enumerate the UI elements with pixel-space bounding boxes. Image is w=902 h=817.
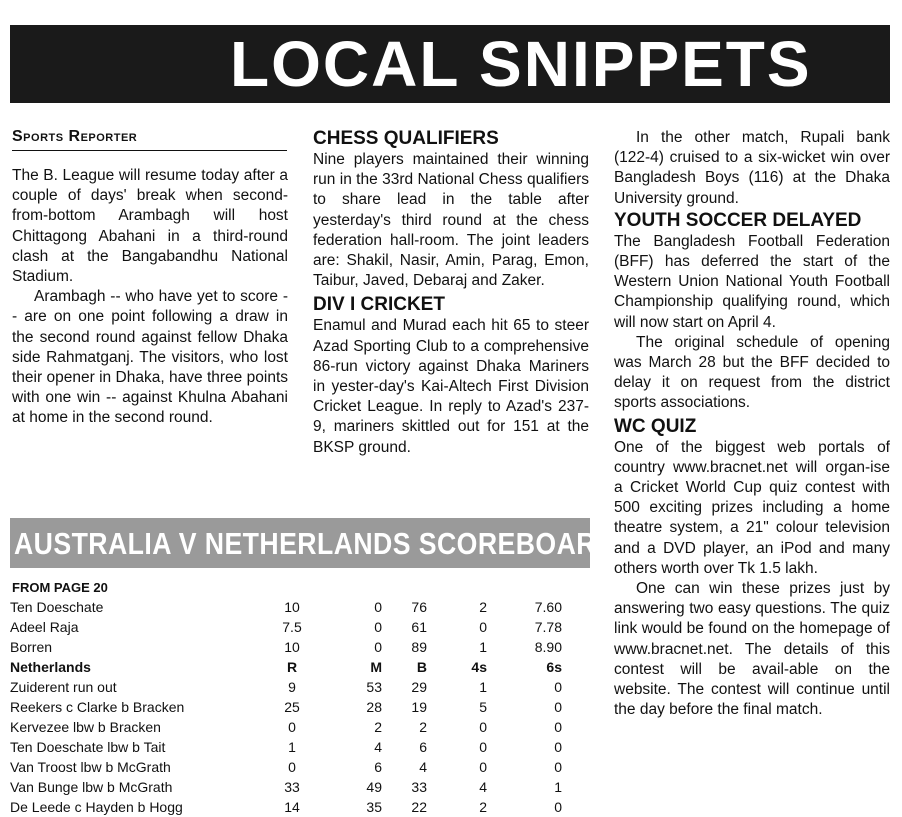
cell-col-2: 0 [374, 599, 382, 615]
cell-col-1: R [286, 659, 298, 675]
cell-col-5: 6s [546, 659, 562, 675]
cell-player: Zuiderent run out [10, 679, 117, 695]
wc-quiz-headline: WC QUIZ [614, 415, 697, 437]
table-row [10, 797, 562, 817]
league-paragraph-1: The B. League will resume today after a couple of days' break when second-from-bottom Arambagh will host Chittagong Abahani in a third-round clash at the Bangabandhu National Stadium. [12, 167, 288, 286]
section-title: LOCAL SNIPPETS [230, 28, 812, 100]
cell-col-4: 2 [479, 799, 487, 815]
cell-player: Ten Doeschate lbw b Tait [10, 739, 166, 755]
scoreboard-table [10, 597, 562, 817]
cell-col-1: 14 [284, 799, 300, 815]
cell-col-2: 49 [366, 779, 382, 795]
cell-player: Reekers c Clarke b Bracken [10, 699, 185, 715]
cell-col-5: 0 [554, 799, 562, 815]
byline: Sports Reporter [12, 128, 287, 151]
cell-col-3: 19 [411, 699, 427, 715]
cell-player: Ten Doeschate [10, 599, 104, 615]
chess-headline: CHESS QUALIFIERS [313, 128, 499, 149]
cell-col-2: 0 [374, 639, 382, 655]
cell-player: Adeel Raja [10, 619, 79, 635]
cell-col-2: 53 [366, 679, 382, 695]
table-row [10, 617, 562, 637]
cell-col-4: 5 [479, 699, 487, 715]
table-row [10, 597, 562, 617]
cell-col-1: 1 [288, 739, 296, 755]
table-row [10, 777, 562, 797]
cell-col-1: 0 [288, 759, 296, 775]
table-row [10, 677, 562, 697]
cell-col-5: 0 [554, 719, 562, 735]
cell-col-2: 0 [374, 619, 382, 635]
cell-col-4: 2 [479, 599, 487, 615]
cell-col-2: 28 [366, 699, 382, 715]
cell-col-4: 0 [479, 739, 487, 755]
cell-col-5: 0 [554, 679, 562, 695]
table-row [10, 757, 562, 777]
cell-col-2: 2 [374, 719, 382, 735]
cell-col-3: 2 [419, 719, 427, 735]
wc-quiz-paragraph-2: One can win these prizes just by answering two easy questions. The quiz link would be found on the homepage of www.bracnet.net. The details of this contest will be avail-able on the website. The contest will continue until the day before the final match. [614, 580, 890, 719]
cell-col-3: 4 [419, 759, 427, 775]
column-3 [614, 128, 890, 720]
cell-col-2: 35 [366, 799, 382, 815]
table-row [10, 637, 562, 657]
league-paragraph-2: Arambagh -- who have yet to score -- are on one point following a draw in the second round against fellow Dhaka side Rahmatganj. The visitors, who lost their opener in Dhaka, have three points with one win -- against Khulna Abahani at home in the second round. [12, 288, 288, 427]
cell-col-5: 8.90 [534, 639, 562, 655]
cell-col-4: 0 [479, 759, 487, 775]
cell-col-5: 0 [554, 699, 562, 715]
cell-player: Van Bunge lbw b McGrath [10, 779, 173, 795]
cell-col-2: M [370, 659, 382, 675]
cell-col-1: 10 [284, 599, 300, 615]
cell-col-4: 1 [479, 639, 487, 655]
div-cricket-body: Enamul and Murad each hit 65 to steer Azad Sporting Club to a comprehensive 86-run victory against Dhaka Mariners in yester-day's Kai-Altech First Division Cricket League. In reply to Azad's 237-9, mariners skittled out for 151 at the BKSP ground. [313, 317, 589, 456]
chess-body: Nine players maintained their winning run in the 33rd National Chess qualifiers to share lead in the table after yesterday's third round at the chess federation hall-room. The joint leaders are: Shakil, Nasir, Amin, Parag, Emon, Taibur, Javed, Debaraj and Zaker. [313, 151, 589, 290]
cell-player: Netherlands [10, 659, 91, 675]
cell-col-5: 7.78 [534, 619, 562, 635]
cell-player: Borren [10, 639, 53, 655]
cell-player: Kervezee lbw b Bracken [10, 719, 161, 735]
cell-col-2: 6 [374, 759, 382, 775]
cell-player: Van Troost lbw b McGrath [10, 759, 171, 775]
column-1 [12, 166, 288, 429]
cell-col-4: 4 [479, 779, 487, 795]
cell-col-1: 9 [288, 679, 296, 695]
cell-col-4: 0 [479, 619, 487, 635]
div-cricket-headline: DIV I CRICKET [313, 294, 445, 316]
table-row [10, 697, 562, 717]
cell-col-3: 6 [419, 739, 427, 755]
cell-player: De Leede c Hayden b Hogg [10, 799, 183, 815]
wc-quiz-paragraph-1: One of the biggest web portals of country www.bracnet.net will organ-ise a Cricket World Cup quiz contest with 500 exciting prizes including a home theatre system, a 21" colour television and a DVD player, an iPod and many others worth over Tk 1.5 lakh. [614, 438, 890, 577]
table-row [10, 717, 562, 737]
rupali-paragraph: In the other match, Rupali bank (122-4) cruised to a six-wicket win over Bangladesh Boys (116) at the Dhaka University ground. [614, 129, 890, 207]
cell-col-4: 0 [479, 719, 487, 735]
cell-col-2: 4 [374, 739, 382, 755]
cell-col-3: 61 [411, 619, 427, 635]
cell-col-3: 22 [411, 799, 427, 815]
table-row [10, 737, 562, 757]
cell-col-5: 7.60 [534, 599, 562, 615]
cell-col-3: B [416, 659, 427, 675]
from-page-label: FROM PAGE 20 [12, 580, 108, 595]
cell-col-5: 0 [554, 759, 562, 775]
youth-soccer-paragraph-2: The original schedule of opening was March 28 but the BFF decided to delay it on request from the district sports associations. [614, 333, 890, 412]
scoreboard-title: AUSTRALIA V NETHERLANDS SCOREBOARD [14, 526, 616, 561]
section-banner [10, 25, 890, 103]
cell-col-1: 7.5 [282, 619, 302, 635]
cell-col-3: 89 [411, 639, 427, 655]
cell-col-1: 33 [284, 779, 300, 795]
youth-soccer-paragraph-1: The Bangladesh Football Federation (BFF) has deferred the start of the Western Union National Youth Football Championship qualifying round, which will now start on April 4. [614, 232, 890, 331]
cell-col-4: 4s [471, 659, 487, 675]
cell-col-4: 1 [479, 679, 487, 695]
cell-col-3: 76 [411, 599, 427, 615]
cell-col-1: 0 [288, 719, 296, 735]
cell-col-1: 10 [284, 639, 300, 655]
youth-soccer-headline: YOUTH SOCCER DELAYED [614, 209, 862, 231]
table-header-row [10, 657, 562, 677]
cell-col-1: 25 [284, 699, 300, 715]
cell-col-3: 33 [411, 779, 427, 795]
cell-col-3: 29 [411, 679, 427, 695]
scoreboard-banner [10, 518, 616, 568]
cell-col-5: 1 [554, 779, 562, 795]
cell-col-5: 0 [554, 739, 562, 755]
column-2 [313, 128, 589, 458]
